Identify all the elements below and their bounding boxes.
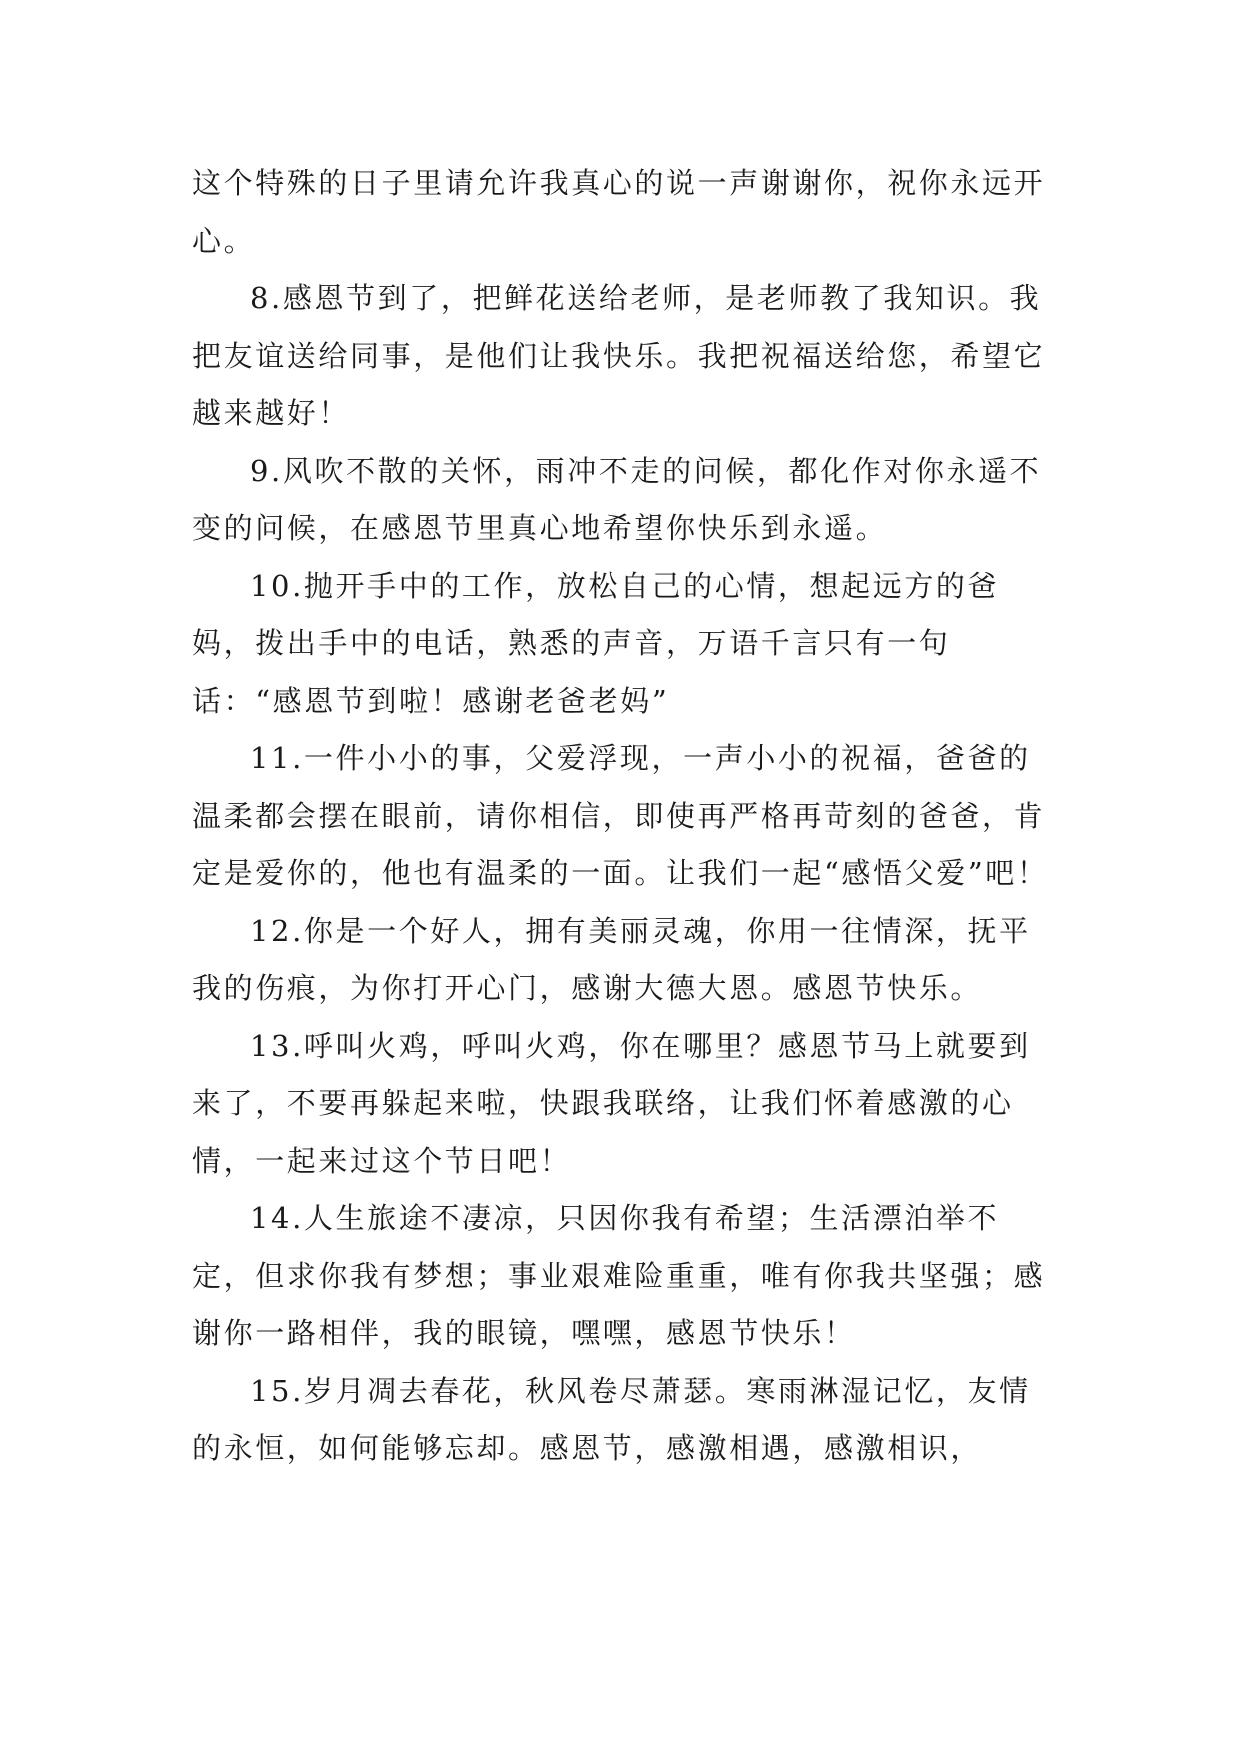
paragraph-15: 15.岁月凋去春花，秋风卷尽萧瑟。寒雨淋湿记忆，友情的永恒，如何能够忘却。感恩节，感激相遇，感激相识， [192,1373,1031,1465]
paragraph-14: 14.人生旅途不凄凉，只因你我有希望；生活漂泊举不定，但求你我有梦想；事业艰难险重重，唯有你我共坚强；感谢你一路相伴，我的眼镜，嘿嘿，感恩节快乐！ [192,1201,1046,1350]
paragraph-10: 10.抛开手中的工作，放松自己的心情，想起远方的爸妈，拨出手中的电话，熟悉的声音，万语千言只有一句话：“感恩节到啦！感谢老爸老妈” [192,568,1000,718]
paragraph-8: 8.感恩节到了，把鲜花送给老师，是老师教了我知识。我把友谊送给同事，是他们让我快乐。我把祝福送给您，希望它越来越好！ [192,281,1046,430]
document-body [192,155,1058,1478]
paragraph-11: 11.一件小小的事，父爱浮现，一声小小的祝福，爸爸的温柔都会摆在眼前，请你相信，即使再严格再苛刻的爸爸，肯定是爱你的，他也有温柔的一面。让我们一起“感悟父爱”吧！ [192,741,1049,890]
paragraph-12: 12.你是一个好人，拥有美丽灵魂，你用一往情深，抚平我的伤痕，为你打开心门，感谢大德大恩。感恩节快乐。 [192,913,1031,1005]
paragraph-13: 13.呼叫火鸡，呼叫火鸡，你在哪里？感恩节马上就要到来了，不要再躲起来啦，快跟我联络，让我们怀着感激的心情，一起来过这个节日吧！ [192,1028,1031,1178]
paragraph-7-continuation: 这个特殊的日子里请允许我真心的说一声谢谢你，祝你永远开心。 [192,166,1046,258]
paragraph-9: 9.风吹不散的关怀，雨冲不走的问候，都化作对你永遥不变的问候，在感恩节里真心地希望你快乐到永遥。 [192,453,1042,545]
